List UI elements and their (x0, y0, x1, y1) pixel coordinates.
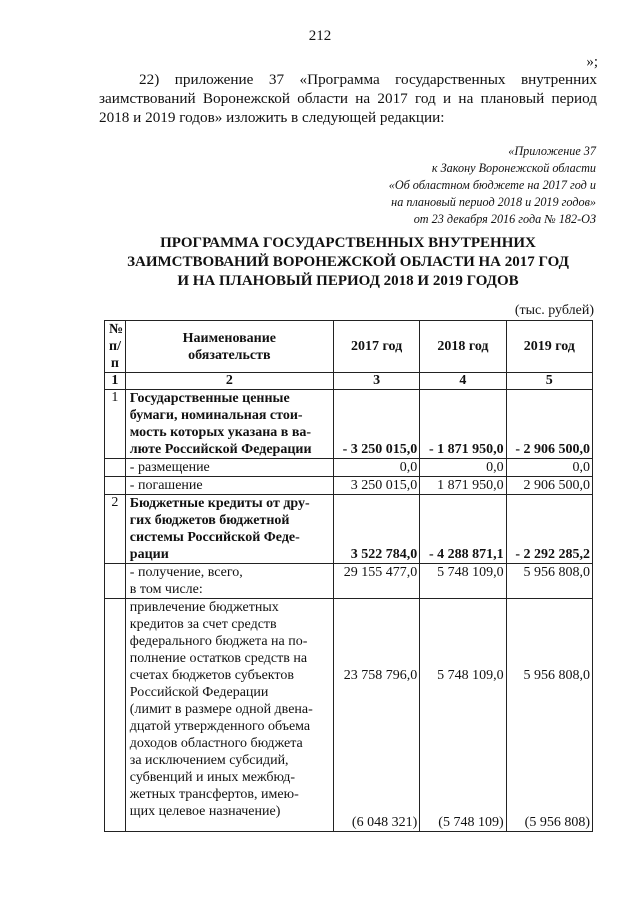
value-2018: 0,0 (420, 459, 506, 477)
unit-label: (тыс. рублей) (514, 303, 594, 318)
header-2017: 2017 год (333, 321, 419, 373)
row-number (105, 477, 126, 495)
appendix-line: от 23 декабря 2016 года № 182-ОЗ (413, 212, 596, 226)
value-2017: 3 522 784,0 (333, 495, 419, 564)
value-2018: 1 871 950,0 (420, 477, 506, 495)
table-row (105, 495, 593, 564)
column-index: 5 (506, 373, 592, 390)
value-2019: 0,0 (506, 459, 592, 477)
appendix-line: на плановый период 2018 и 2019 годов» (391, 195, 596, 209)
value-2019 (506, 599, 592, 832)
table-row (105, 564, 593, 599)
row-name: привлечение бюджетных кредитов за счет средств федерального бюджета на по- полнение остатков средств на счетах бюджетов субъектов Российской Федерации (лимит в размере одной двена- дцатой утвержденного объема доходов областного бюджета за исключением субсидий, субвенций и иных межбюд- жетных трансфертов, имею- щих целевое назначение) (125, 599, 333, 832)
row-name: - получение, всего, в том числе: (125, 564, 333, 599)
column-index: 3 (333, 373, 419, 390)
value-2019: - 2 906 500,0 (506, 390, 592, 459)
appendix-reference (389, 143, 596, 228)
row-name: - погашение (125, 477, 333, 495)
header-2018: 2018 год (420, 321, 506, 373)
appendix-line: «Об областном бюджете на 2017 год и (388, 178, 596, 192)
row-name: - размещение (125, 459, 333, 477)
row-name: Государственные ценные бумаги, номинальная стои- мость которых указана в ва- люте Российской Федерации (125, 390, 333, 459)
column-index: 1 (105, 373, 126, 390)
value-2017: 29 155 477,0 (333, 564, 419, 599)
title-line: ЗАИМСТВОВАНИЙ ВОРОНЕЖСКОЙ ОБЛАСТИ НА 2017 ГОД (127, 254, 569, 270)
value-limit: (5 956 808) (524, 815, 590, 830)
row-name: Бюджетные кредиты от дру- гих бюджетов бюджетной системы Российской Феде- рации (125, 495, 333, 564)
value-2018: - 1 871 950,0 (420, 390, 506, 459)
borrowing-table (104, 320, 593, 832)
header-num: № п/ п (105, 321, 126, 373)
header-name: Наименование обязательств (125, 321, 333, 373)
value-2017: - 3 250 015,0 (333, 390, 419, 459)
value-amount: 5 748 109,0 (437, 668, 504, 683)
column-index: 2 (125, 373, 333, 390)
appendix-line: «Приложение 37 (508, 144, 596, 158)
row-number: 2 (105, 495, 126, 564)
table-row (105, 390, 593, 459)
value-limit: (5 748 109) (438, 815, 504, 830)
row-number (105, 599, 126, 832)
appendix-line: к Закону Воронежской области (431, 161, 596, 175)
value-2017 (333, 599, 419, 832)
value-2019: 5 956 808,0 (506, 564, 592, 599)
value-2018: 5 748 109,0 (420, 564, 506, 599)
table-row (105, 459, 593, 477)
table-row (105, 599, 593, 832)
row-number (105, 564, 126, 599)
page-number: 212 (308, 28, 332, 44)
column-index: 4 (420, 373, 506, 390)
table-row (105, 477, 593, 495)
title-line: И НА ПЛАНОВЫЙ ПЕРИОД 2018 И 2019 ГОДОВ (177, 273, 519, 289)
title-line: ПРОГРАММА ГОСУДАРСТВЕННЫХ ВНУТРЕННИХ (160, 235, 536, 251)
row-number (105, 459, 126, 477)
value-amount: 5 956 808,0 (523, 668, 590, 683)
header-2019: 2019 год (506, 321, 592, 373)
value-2017: 3 250 015,0 (333, 477, 419, 495)
value-amount: 23 758 796,0 (343, 668, 418, 683)
table-header-row (105, 321, 593, 373)
value-limit: (6 048 321) (351, 815, 418, 830)
column-index-row (105, 373, 593, 390)
value-2017: 0,0 (333, 459, 419, 477)
closing-quote: »; (586, 54, 598, 70)
value-2018 (420, 599, 506, 832)
value-2019: 2 906 500,0 (506, 477, 592, 495)
value-2019: - 2 292 285,2 (506, 495, 592, 564)
intro-paragraph: 22) приложение 37 «Программа государственных внутренних заимствований Воронежской области на 2017 год и на плановый период 2018 и 2019 годов» изложить в следующей редакции: (99, 71, 597, 126)
value-2018: - 4 288 871,1 (420, 495, 506, 564)
document-title (99, 234, 597, 291)
row-number: 1 (105, 390, 126, 459)
